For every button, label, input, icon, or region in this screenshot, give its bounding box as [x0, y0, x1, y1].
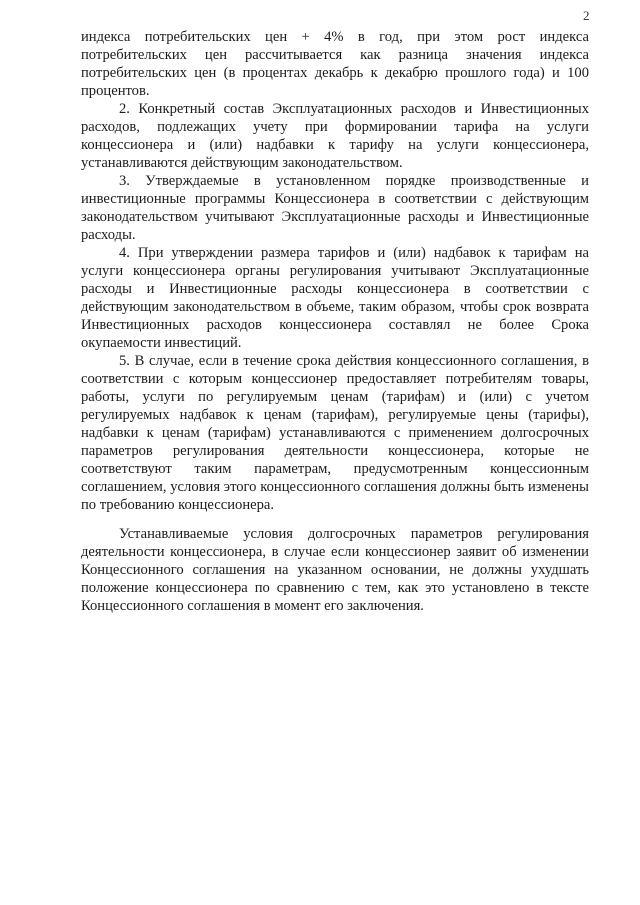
paragraph-item-5: 5. В случае, если в течение срока действия концессионного соглашения, в соответствии с которым концессионер предоставляет потребителям товары, работы, услуги по регулируемым ценам (тарифам) и (или) с учетом регулируемых надбавок к ценам (тарифам), регулируемые цены (тарифы), надбавки к ценам (тарифам) устанавливаются с применением долгосрочных параметров регулирования деятельности концессионера, которые не соответствуют таким параметрам, предусмотренным концессионным соглашением, условия этого концессионного соглашения должны быть изменены по требованию концессионера.	[81, 353, 589, 513]
paragraph-continuation: индекса потребительских цен + 4% в год, при этом рост индекса потребительских цен рассчитывается как разница значения индекса потребительских цен (в процентах декабрь к декабрю прошлого года) и 100 процентов.	[81, 29, 589, 99]
paragraph-item-2: 2. Конкретный состав Эксплуатационных расходов и Инвестиционных расходов, подлежащих учету при формировании тарифа на услуги концессионера и (или) надбавки к тарифу на услуги концессионера, устанавливаются действующим законодательством.	[81, 101, 589, 171]
document-body	[81, 28, 589, 615]
paragraph-item-4: 4. При утверждении размера тарифов и (или) надбавок к тарифам на услуги концессионера органы регулирования учитывают Эксплуатационные расходы и Инвестиционные расходы концессионера в соответствии с действующим законодательством в объеме, таким образом, чтобы срок возврата Инвестиционных расходов концессионера составлял не более Срока окупаемости инвестиций.	[81, 245, 589, 351]
page-number: 2	[583, 8, 590, 23]
paragraph-item-3: 3. Утверждаемые в установленном порядке производственные и инвестиционные программы Концессионера в соответствии с действующим законодательством учитывают Эксплуатационные расходы и Инвестиционные расходы.	[81, 173, 589, 243]
paragraph-final: Устанавливаемые условия долгосрочных параметров регулирования деятельности концессионера, в случае если концессионер заявит об изменении Концессионного соглашения на указанном основании, не должны ухудшать положение концессионера по сравнению с тем, как это установлено в тексте Концессионного соглашения в момент его заключения.	[81, 526, 589, 614]
